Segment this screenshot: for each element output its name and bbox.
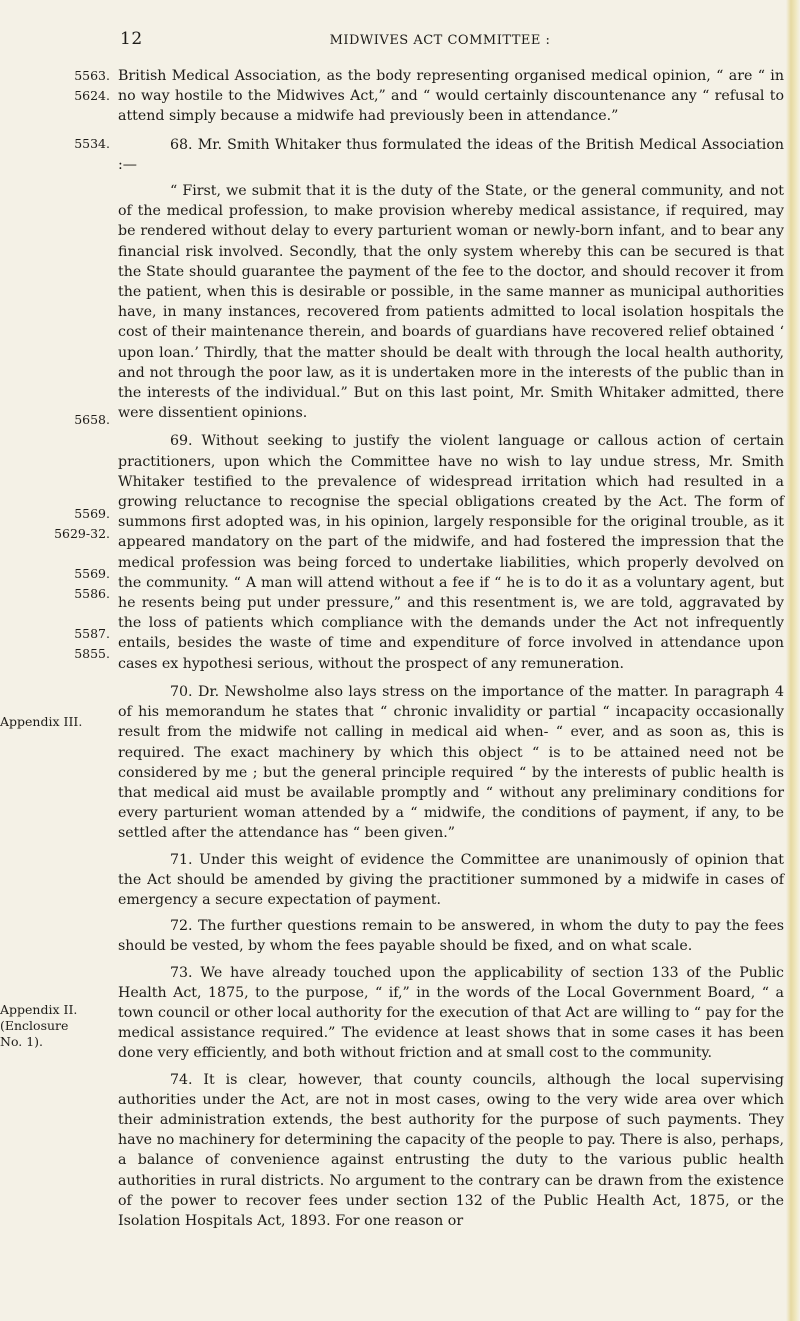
margin-ref: 5563. xyxy=(74,68,110,83)
paragraph-intro: British Medical Association, as the body representing organised medical opinion, “ are “ in no way hostile to the Midwives Act,” and “ would certainly discountenance any “ refusal to attend simply because a midwife had previously been in attendance.” xyxy=(118,68,784,125)
margin-appendix-iii: Appendix III. xyxy=(0,714,83,729)
page-number: 12 xyxy=(120,29,143,49)
margin-ref: 5587. xyxy=(74,626,110,641)
margin-ref: 5855. xyxy=(74,646,110,661)
page-edge-binding xyxy=(786,0,800,1321)
paragraph-70: 70. Dr. Newsholme also lays stress on the importance of the matter. In paragraph 4 of his memorandum he states that “ chronic invalidity or partial “ incapacity occasionally result from the midwife not calling in medical aid when- “ ever, and as soon as, this is required. The exact machinery by which this object “ is to be attained need not be considered by me ; but the general principle required “ by the interests of public health is that medical aid must be available promptly and “ without any preliminary conditions for every parturient woman attended by a “ midwife, the conditions of payment, if any, to be settled after the attendance has “ been given.” xyxy=(118,683,784,842)
margin-ref: 5586. xyxy=(74,586,110,601)
margin-ref: 5569. xyxy=(74,566,110,581)
body-text xyxy=(118,66,784,1237)
paragraph-69: 69. Without seeking to justify the violent language or callous action of certain practitioners, upon which the Committee have no wish to lay undue stress, Mr. Smith Whitaker testified to the prevalence of widespread irritation which had resulted in a growing reluctance to recognise the special obligations created by the Act. The form of summons first adopted was, in his opinion, largely responsible for the original trouble, as it appeared mandatory on the part of the midwife, and had fostered the impression that the medical profession was being forced to undertake liabilities, which properly devolved on the community. “ A man will attend without a fee if “ he is to do it as a voluntary agent, but he resents being put under pressure,” and this resentment is, we are told, aggravated by the loss of patients which compliance with the demands under the Act not infrequently entails, besides the waste of time and expenditure of force involved in attendance upon cases ex hypothesi serious, without the prospect of any remuneration. xyxy=(118,433,784,672)
margin-ref: 5624. xyxy=(74,88,110,103)
paragraph-68-quote: “ First, we submit that it is the duty of the State, or the general community, and not of the medical profession, to make provision whereby medical assistance, if required, may be rendered without delay to every parturient woman or newly-born infant, and to bear any financial risk involved. Secondly, that the only system whereby this can be secured is that the State should guarantee the payment of the fee to the doctor, and should recover it from the patient, when this is desirable or possible, in the same manner as municipal authorities have, in many instances, recovered from patients admitted to local isolation hospitals the cost of their maintenance therein, and boards of guardians have recovered relief obtained ‘ upon loan.’ Thirdly, that the matter should be dealt with through the local health authority, and not through the poor law, as it is undertaken more in the interests of the public than in the interests of the individual.” But on this last point, Mr. Smith Whitaker admitted, there were dissentient opinions. xyxy=(118,183,784,422)
paragraph-72: 72. The further questions remain to be answered, in whom the duty to pay the fees should be vested, by whom the fees payable should be fixed, and on what scale. xyxy=(118,918,784,955)
paragraph-74: 74. It is clear, however, that county councils, although the local supervising authorities under the Act, are not in most cases, owing to the very wide area over which their administration extends, the best authority for the purpose of such payments. They have no machinery for determining the capacity of the people to pay. There is also, perhaps, a balance of convenience against entrusting the duty to the various public health authorities in rural districts. No argument to the contrary can be drawn from the existence of the power to recover fees under section 132 of the Public Health Act, 1875, or the Isolation Hospitals Act, 1893. For one reason or xyxy=(118,1071,784,1229)
margin-appendix-ii: Appendix II. xyxy=(0,1002,78,1017)
margin-ref: 5534. xyxy=(74,136,110,151)
margin-enclosure: (Enclosure xyxy=(0,1018,69,1033)
margin-enclosure-no: No. 1). xyxy=(0,1034,43,1049)
margin-ref: 5629-32. xyxy=(54,526,110,541)
running-title: MIDWIVES ACT COMMITTEE : xyxy=(329,33,551,48)
margin-ref: 5569. xyxy=(74,506,110,521)
paragraph-73: 73. We have already touched upon the applicability of section 133 of the Public Health Act, 1875, to the purpose, “ if,” in the words of the Local Government Board, “ a town council or other local authority for the execution of that Act are willing to “ pay for the medical assistance required.” The evidence at least shows that in some cases it has been done very efficiently, and both without friction and at small cost to the community. xyxy=(118,964,784,1062)
paragraph-71: 71. Under this weight of evidence the Committee are unanimously of opinion that the Act should be amended by giving the practitioner summoned by a midwife in cases of emergency a secure expectation of payment. xyxy=(118,851,784,908)
margin-notes xyxy=(0,0,110,1321)
paragraph-68: 68. Mr. Smith Whitaker thus formulated the ideas of the British Medical Association :— xyxy=(118,136,784,173)
page-header xyxy=(120,29,720,49)
margin-ref: 5658. xyxy=(74,412,110,427)
